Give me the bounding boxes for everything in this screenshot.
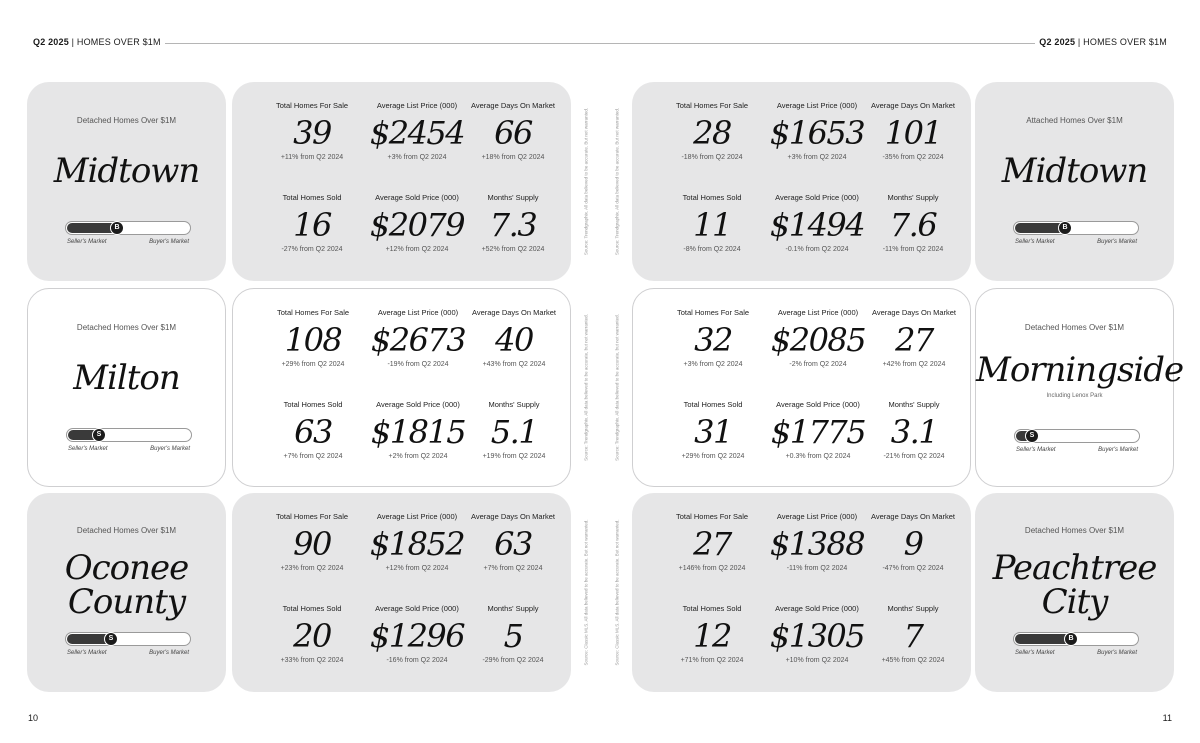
stat-value: 20: [293, 617, 331, 655]
stat-label: Average Sold Price (000): [776, 400, 860, 409]
stat-change: +2% from Q2 2024: [388, 453, 448, 460]
stat-change: +45% from Q2 2024: [881, 657, 945, 664]
stat-value: 11: [693, 206, 731, 244]
stat-label: Total Homes Sold: [682, 193, 742, 202]
stat-label: Months' Supply: [487, 604, 539, 613]
stat-label: Average Sold Price (000): [375, 604, 459, 613]
stat-change: +3% from Q2 2024: [683, 361, 743, 368]
stat-change: +42% from Q2 2024: [882, 361, 946, 368]
stat-label: Average Days On Market: [871, 308, 957, 317]
stat-list-price: [363, 308, 473, 368]
stat-value: 39: [293, 114, 331, 152]
area-type-label: Detached Homes Over $1M: [1024, 526, 1125, 535]
market-badge-icon: B: [1058, 221, 1072, 235]
stat-value: 63: [494, 525, 532, 563]
area-name: [975, 151, 1174, 191]
stat-sold-price: [762, 193, 872, 253]
market-meter-labels: [1014, 447, 1140, 453]
stat-value: $2454: [369, 114, 465, 152]
market-meter-labels: [66, 446, 192, 452]
stat-sold: [257, 604, 367, 664]
stat-dom: [458, 101, 568, 161]
stat-change: +29% from Q2 2024: [681, 453, 745, 460]
stat-change: +12% from Q2 2024: [385, 565, 449, 572]
header-rule: [165, 43, 1035, 44]
source-note: Source: Trendgraphix. All data believed to be accurate, but not warranted.: [614, 313, 620, 461]
stat-for-sale: [658, 308, 768, 368]
stat-label: Average Days On Market: [870, 512, 956, 521]
area-card: [27, 288, 226, 487]
stat-label: Total Homes Sold: [282, 193, 342, 202]
stat-label: Average Sold Price (000): [775, 193, 859, 202]
stat-sold: [258, 400, 368, 460]
stat-value: 7: [903, 617, 923, 655]
stat-value: $2079: [369, 206, 465, 244]
buyers-market-label: Buyer's Market: [1097, 239, 1137, 245]
stat-value: $1305: [769, 617, 865, 655]
stat-label: Total Homes For Sale: [676, 308, 750, 317]
stat-value: $1296: [369, 617, 465, 655]
stat-change: -8% from Q2 2024: [683, 246, 741, 253]
area-name-line: City: [1041, 582, 1108, 622]
stat-label: Total Homes Sold: [282, 604, 342, 613]
buyers-market-label: Buyer's Market: [150, 446, 190, 452]
stat-change: +12% from Q2 2024: [385, 246, 449, 253]
page-number-left: 10: [28, 713, 39, 723]
stats-card: [632, 493, 971, 692]
stats-card: [632, 82, 971, 281]
stat-list-price: [362, 101, 472, 161]
stat-value: $1494: [769, 206, 865, 244]
stat-value: $1852: [369, 525, 465, 563]
stat-change: +43% from Q2 2024: [482, 361, 546, 368]
stat-value: 32: [694, 321, 732, 359]
market-meter-labels: [1013, 239, 1139, 245]
stat-label: Average List Price (000): [776, 101, 858, 110]
sellers-market-label: Seller's Market: [67, 650, 107, 656]
stat-value: 40: [495, 321, 533, 359]
area-name-line: Midtown: [53, 151, 200, 191]
market-meter: [1014, 429, 1140, 453]
area-card: [975, 493, 1174, 692]
stat-change: -21% from Q2 2024: [883, 453, 945, 460]
market-meter-labels: [65, 239, 191, 245]
market-meter-labels: [1013, 650, 1139, 656]
stat-label: Total Homes Sold: [283, 400, 343, 409]
stat-change: -19% from Q2 2024: [387, 361, 449, 368]
stat-list-price: [763, 308, 873, 368]
area-name: [975, 548, 1174, 622]
stat-list-price: [762, 101, 872, 161]
stat-label: Total Homes Sold: [683, 400, 743, 409]
stats-card: [232, 82, 571, 281]
stat-value: 5.1: [490, 413, 538, 451]
area-card: [27, 493, 226, 692]
stat-label: Months' Supply: [887, 193, 939, 202]
stat-dom: [859, 308, 969, 368]
market-meter-track: [65, 221, 191, 235]
area-type-label: Detached Homes Over $1M: [76, 526, 177, 535]
market-meter-track: [1013, 221, 1139, 235]
stat-change: +29% from Q2 2024: [281, 361, 345, 368]
stat-value: $2673: [370, 321, 466, 359]
sellers-market-label: Seller's Market: [1015, 650, 1055, 656]
stat-value: 31: [694, 413, 732, 451]
stats-card: [632, 288, 971, 487]
stat-supply: [459, 400, 569, 460]
area-name-line: County: [67, 582, 186, 622]
stat-label: Average List Price (000): [377, 308, 459, 317]
stat-change: +52% from Q2 2024: [481, 246, 545, 253]
stat-value: 7.6: [889, 206, 937, 244]
area-card: [27, 82, 226, 281]
stat-change: -16% from Q2 2024: [386, 657, 448, 664]
area-name-line: Midtown: [1001, 151, 1148, 191]
stat-change: +3% from Q2 2024: [787, 154, 847, 161]
stat-label: Total Homes For Sale: [275, 101, 349, 110]
stat-label: Months' Supply: [488, 400, 540, 409]
stat-change: -2% from Q2 2024: [789, 361, 847, 368]
stat-change: +33% from Q2 2024: [280, 657, 344, 664]
stat-label: Months' Supply: [887, 604, 939, 613]
stat-label: Average List Price (000): [376, 512, 458, 521]
stat-value: 5: [503, 617, 523, 655]
area-card: [975, 288, 1184, 487]
source-note: Source: Trendgraphix. All data believed to be accurate. But not warranted.: [614, 107, 620, 255]
area-name-line: Oconee: [64, 548, 189, 588]
stat-dom: [858, 101, 968, 161]
stat-change: +23% from Q2 2024: [280, 565, 344, 572]
stat-label: Months' Supply: [487, 193, 539, 202]
stat-sold: [257, 193, 367, 253]
page-header-right: [1039, 37, 1167, 47]
area-type-label: Attached Homes Over $1M: [1026, 116, 1123, 125]
stat-value: $1388: [769, 525, 865, 563]
stat-value: 3.1: [890, 413, 938, 451]
stat-for-sale: [258, 308, 368, 368]
area-name: [976, 350, 1184, 390]
stat-value: 66: [494, 114, 532, 152]
stat-label: Average List Price (000): [776, 512, 858, 521]
stat-label: Average List Price (000): [777, 308, 859, 317]
market-meter-track: [66, 428, 192, 442]
market-meter: [65, 632, 191, 656]
stat-label: Average Sold Price (000): [375, 193, 459, 202]
stats-card: [232, 288, 571, 487]
stat-change: +0.3% from Q2 2024: [785, 453, 851, 460]
area-name: [27, 548, 226, 622]
stat-for-sale: [657, 101, 767, 161]
sellers-market-label: Seller's Market: [1016, 447, 1056, 453]
market-meter-track: [1014, 429, 1140, 443]
stat-value: 12: [693, 617, 731, 655]
source-note: Source: Trendgraphix. All data believed to be accurate, but not warranted.: [583, 313, 589, 461]
area-name-line: Milton: [73, 358, 180, 398]
area-name-line: Peachtree: [992, 548, 1157, 588]
header-title: HOMES OVER $1M: [1083, 37, 1167, 47]
header-separator: |: [71, 37, 75, 47]
stat-value: 27: [693, 525, 731, 563]
market-meter: [1013, 632, 1139, 656]
stat-label: Average Days On Market: [470, 512, 556, 521]
source-note: Source: Classic MLS. All data believed to be accurate. But not warranted.: [614, 518, 620, 666]
stats-card: [232, 493, 571, 692]
stat-sold: [658, 400, 768, 460]
stat-change: +7% from Q2 2024: [283, 453, 343, 460]
stat-label: Average Sold Price (000): [376, 400, 460, 409]
stat-value: $1775: [770, 413, 866, 451]
area-name: [28, 358, 225, 398]
stat-value: $2085: [770, 321, 866, 359]
stat-label: Months' Supply: [888, 400, 940, 409]
stat-label: Total Homes For Sale: [275, 512, 349, 521]
stat-value: $1653: [769, 114, 865, 152]
sellers-market-label: Seller's Market: [1015, 239, 1055, 245]
stat-value: 7.3: [489, 206, 537, 244]
stat-value: 16: [293, 206, 331, 244]
stat-change: -47% from Q2 2024: [882, 565, 944, 572]
stat-list-price: [762, 512, 872, 572]
sellers-market-label: Seller's Market: [68, 446, 108, 452]
buyers-market-label: Buyer's Market: [149, 239, 189, 245]
stat-change: +10% from Q2 2024: [785, 657, 849, 664]
market-badge-icon: S: [1025, 429, 1039, 443]
stat-change: +11% from Q2 2024: [280, 154, 344, 161]
header-quarter: Q2 2025: [1039, 37, 1076, 47]
stat-label: Average Days On Market: [870, 101, 956, 110]
stat-change: +146% from Q2 2024: [678, 565, 746, 572]
stat-dom: [858, 512, 968, 572]
stat-change: +3% from Q2 2024: [387, 154, 447, 161]
area-type-label: Detached Homes Over $1M: [76, 323, 177, 332]
page-header-left: [33, 37, 161, 47]
stat-label: Total Homes For Sale: [276, 308, 350, 317]
stat-sold-price: [763, 400, 873, 460]
stat-change: -11% from Q2 2024: [882, 246, 944, 253]
buyers-market-label: Buyer's Market: [1097, 650, 1137, 656]
stat-list-price: [362, 512, 472, 572]
area-card: [975, 82, 1174, 281]
page-number-right: 11: [1162, 713, 1172, 723]
stat-label: Total Homes For Sale: [675, 101, 749, 110]
stat-change: -11% from Q2 2024: [786, 565, 848, 572]
stat-sold-price: [762, 604, 872, 664]
stat-label: Total Homes Sold: [682, 604, 742, 613]
market-meter: [65, 221, 191, 245]
buyers-market-label: Buyer's Market: [149, 650, 189, 656]
header-separator: |: [1077, 37, 1081, 47]
market-meter-track: [1013, 632, 1139, 646]
stat-change: +71% from Q2 2024: [680, 657, 744, 664]
stat-value: $1815: [370, 413, 466, 451]
market-badge-icon: B: [110, 221, 124, 235]
area-subtitle: Including Lenox Park: [1046, 393, 1103, 399]
area-type-label: Detached Homes Over $1M: [1024, 323, 1125, 332]
stat-dom: [459, 308, 569, 368]
sellers-market-label: Seller's Market: [67, 239, 107, 245]
stat-value: 108: [284, 321, 342, 359]
stat-value: 28: [693, 114, 731, 152]
stat-value: 9: [903, 525, 923, 563]
stat-value: 27: [895, 321, 933, 359]
source-note: Source: Classic MLS. All data believed to be accurate. But not warranted.: [583, 518, 589, 666]
area-type-label: Detached Homes Over $1M: [76, 116, 177, 125]
stat-change: +18% from Q2 2024: [481, 154, 545, 161]
stat-sold-price: [362, 193, 472, 253]
stat-sold: [657, 193, 767, 253]
stat-dom: [458, 512, 568, 572]
stat-sold: [657, 604, 767, 664]
source-note: Source: Trendgraphix. All data believed to be accurate. But not warranted.: [583, 107, 589, 255]
stat-label: Average List Price (000): [376, 101, 458, 110]
market-meter-track: [65, 632, 191, 646]
market-meter-labels: [65, 650, 191, 656]
header-title: HOMES OVER $1M: [76, 37, 161, 47]
stat-value: 90: [293, 525, 331, 563]
market-meter: [66, 428, 192, 452]
stat-supply: [458, 604, 568, 664]
stat-label: Average Sold Price (000): [775, 604, 859, 613]
buyers-market-label: Buyer's Market: [1098, 447, 1138, 453]
area-name: [27, 151, 226, 191]
stat-sold-price: [363, 400, 473, 460]
market-badge-icon: S: [92, 428, 106, 442]
stat-change: -35% from Q2 2024: [882, 154, 944, 161]
stat-change: -18% from Q2 2024: [681, 154, 743, 161]
stat-value: 101: [884, 114, 942, 152]
stat-label: Average Days On Market: [470, 101, 556, 110]
stat-sold-price: [362, 604, 472, 664]
stat-supply: [859, 400, 969, 460]
market-badge-icon: S: [104, 632, 118, 646]
stat-change: -29% from Q2 2024: [482, 657, 544, 664]
stat-supply: [458, 193, 568, 253]
stat-change: -27% from Q2 2024: [281, 246, 343, 253]
market-badge-icon: B: [1064, 632, 1078, 646]
stat-for-sale: [257, 512, 367, 572]
header-quarter: Q2 2025: [33, 37, 69, 47]
stat-value: 63: [294, 413, 332, 451]
stat-change: +7% from Q2 2024: [483, 565, 543, 572]
stat-label: Average Days On Market: [471, 308, 557, 317]
stat-change: +19% from Q2 2024: [482, 453, 546, 460]
stat-for-sale: [657, 512, 767, 572]
stat-for-sale: [257, 101, 367, 161]
area-name-line: Morningside: [976, 350, 1184, 390]
stat-supply: [858, 193, 968, 253]
stat-supply: [858, 604, 968, 664]
market-meter: [1013, 221, 1139, 245]
stat-label: Total Homes For Sale: [675, 512, 749, 521]
stat-change: -0.1% from Q2 2024: [785, 246, 849, 253]
